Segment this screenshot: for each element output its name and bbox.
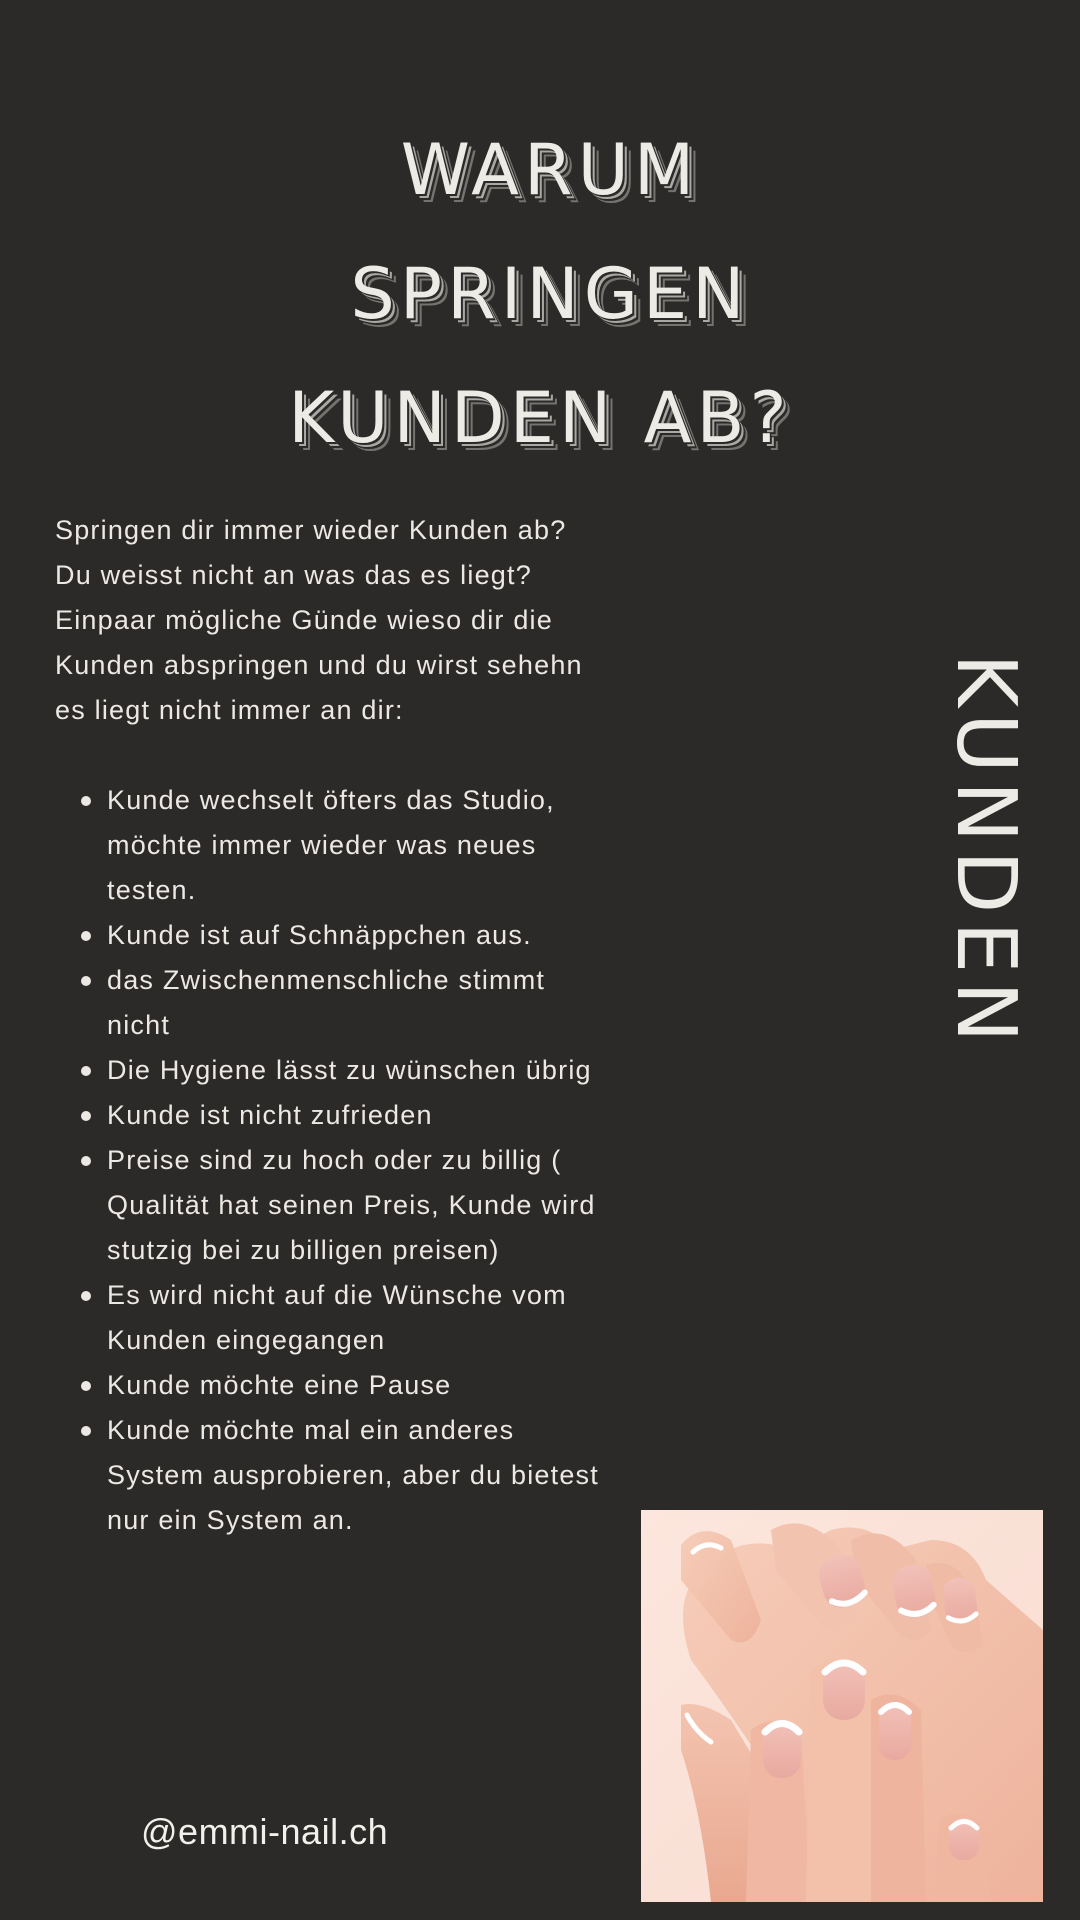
list-item-text: Kunde möchte eine Pause	[107, 1370, 452, 1400]
list-item-text: Kunde möchte mal ein anderes	[107, 1415, 515, 1445]
list-item-text: Die Hygiene lässt zu wünschen übrig	[107, 1055, 592, 1085]
list-item	[55, 1273, 675, 1363]
bullet-icon	[81, 1291, 91, 1301]
list-item-text: möchte immer wieder was neues	[107, 830, 537, 860]
intro-paragraph	[55, 508, 675, 733]
social-handle: @emmi-nail.ch	[141, 1811, 389, 1852]
list-item-text: System ausprobieren, aber du bietest	[107, 1460, 599, 1490]
bullet-icon	[81, 1066, 91, 1076]
intro-line: Du weisst nicht an was das es liegt?	[55, 560, 532, 590]
list-item-text: das Zwischenmenschliche stimmt	[107, 965, 546, 995]
manicure-photo	[641, 1510, 1043, 1902]
bullet-icon	[81, 796, 91, 806]
list-item	[55, 1093, 675, 1138]
list-item	[55, 1408, 675, 1543]
list-item	[55, 1048, 675, 1093]
list-item-text: Preise sind zu hoch oder zu billig (	[107, 1145, 562, 1175]
list-item-text: Qualität hat seinen Preis, Kunde wird	[107, 1190, 596, 1220]
page-title	[0, 108, 1080, 480]
bullet-icon	[81, 1426, 91, 1436]
bullet-icon	[81, 1156, 91, 1166]
list-item-text: Kunde ist auf Schnäppchen aus.	[107, 920, 532, 950]
list-item	[55, 778, 675, 913]
bullet-icon	[81, 976, 91, 986]
list-item-text: Kunde ist nicht zufrieden	[107, 1100, 433, 1130]
list-item-text: nicht	[107, 1010, 171, 1040]
title-line-2: SPRINGEN	[350, 253, 750, 335]
intro-line: Springen dir immer wieder Kunden ab?	[55, 515, 567, 545]
list-item	[55, 958, 675, 1048]
hands-image-icon	[641, 1510, 1043, 1902]
list-item-text: nur ein System an.	[107, 1505, 354, 1535]
intro-line: Einpaar mögliche Günde wieso dir die	[55, 605, 553, 635]
bullet-icon	[81, 931, 91, 941]
reasons-list	[55, 778, 675, 1543]
bullet-icon	[81, 1381, 91, 1391]
title-line-1: WARUM	[400, 129, 700, 211]
vertical-side-label: KUNDEN	[938, 653, 1033, 1051]
list-item	[55, 913, 675, 958]
list-item-text: Kunde wechselt öfters das Studio,	[107, 785, 555, 815]
bullet-icon	[81, 1111, 91, 1121]
list-item-text: stutzig bei zu billigen preisen)	[107, 1235, 500, 1265]
intro-line: es liegt nicht immer an dir:	[55, 695, 404, 725]
title-line-3: KUNDEN AB?	[288, 377, 792, 459]
list-item-text: testen.	[107, 875, 197, 905]
list-item	[55, 1363, 675, 1408]
list-item-text: Kunden eingegangen	[107, 1325, 386, 1355]
list-item	[55, 1138, 675, 1273]
list-item-text: Es wird nicht auf die Wünsche vom	[107, 1280, 567, 1310]
intro-line: Kunden abspringen und du wirst sehehn	[55, 650, 583, 680]
